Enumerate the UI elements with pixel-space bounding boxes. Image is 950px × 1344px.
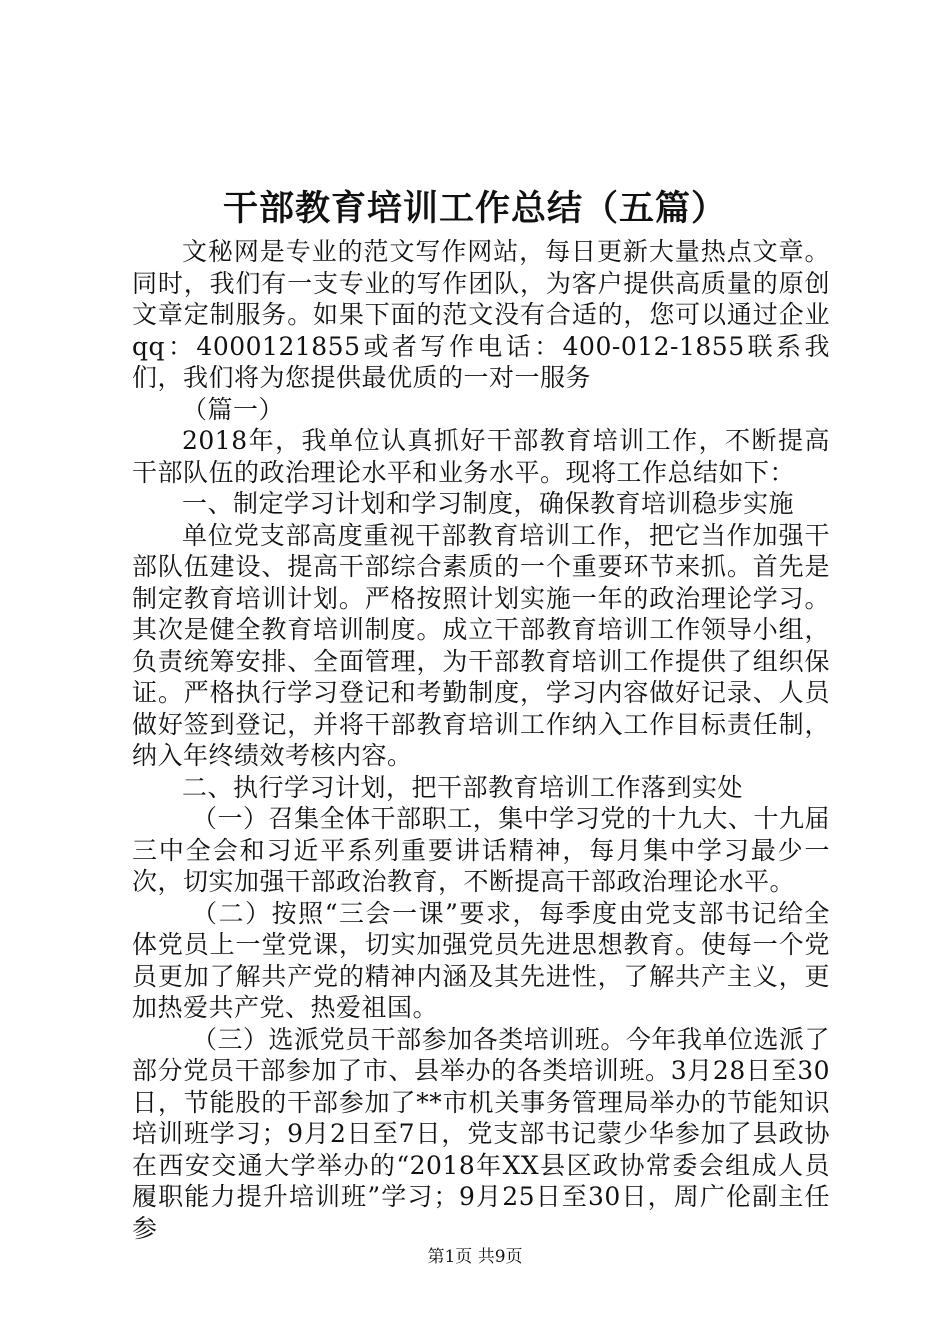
body-paragraph: 单位党支部高度重视干部教育培训工作，把它当作加强干部队伍建设、提高干部综合素质的一个重要环节来抓。首先是制定教育培训计划。严格按照计划实施一年的政治理论学习。其次是健全教育培训制度。成立干部教育培训工作领导小组，负责统筹安排、全面管理，为干部教育培训工作提供了组织保证。严格执行学习登记和考勤制度，学习内容做好记录、人员做好签到登记，并将干部教育培训工作纳入工作目标责任制，纳入年终绩效考核内容。 (132, 520, 830, 770)
sub-item-1: （一）召集全体干部职工，集中学习党的十九大、十九届三中全会和习近平系列重要讲话精神，每月集中学习最少一次，切实加强干部政治教育，不断提高干部政治理论水平。 (132, 804, 830, 896)
section-heading-2: 二、执行学习计划，把干部教育培训工作落到实处 (182, 772, 744, 802)
sub-item-3: （三）选派党员干部参加各类培训班。今年我单位选派了部分党员干部参加了市、县举办的各类培训班。3月28日至30日，节能股的干部参加了**市机关事务管理局举办的节能知识培训班学习；9月2日至7日，党支部书记蒙少华参加了县政协在西安交通大学举办的“2018年XX县区政协常委会组成人员履职能力提升培训班”学习；9月25日至30日，周广伦副主任参 (132, 1024, 830, 1243)
section-label-part-one: （篇一） (182, 394, 285, 424)
sub-item-2: （二）按照“三会一课”要求，每季度由党支部书记给全体党员上一堂党课，切实加强党员先进思想教育。使每一个党员更加了解共产党的精神内涵及其先进性，了解共产主义，更加热爱共产党、热爱祖国。 (132, 898, 830, 1022)
body-paragraph: 2018年，我单位认真抓好干部教育培训工作，不断提高干部队伍的政治理论水平和业务水平。现将工作总结如下： (132, 426, 830, 487)
section-heading-1: 一、制定学习计划和学习制度，确保教育培训稳步实施 (182, 489, 795, 518)
page-footer: 第1页 共9页 (427, 1247, 523, 1267)
document-title: 干部教育培训工作总结（五篇） (222, 188, 727, 229)
intro-paragraph: 文秘网是专业的范文写作网站，每日更新大量热点文章。同时，我们有一支专业的写作团队，为客户提供高质量的原创文章定制服务。如果下面的范文没有合适的，您可以通过企业qq：4000121855或者写作电话：400-012-1855联系我们，我们将为您提供最优质的一对一服务 (132, 237, 830, 392)
document-body (132, 236, 830, 1244)
